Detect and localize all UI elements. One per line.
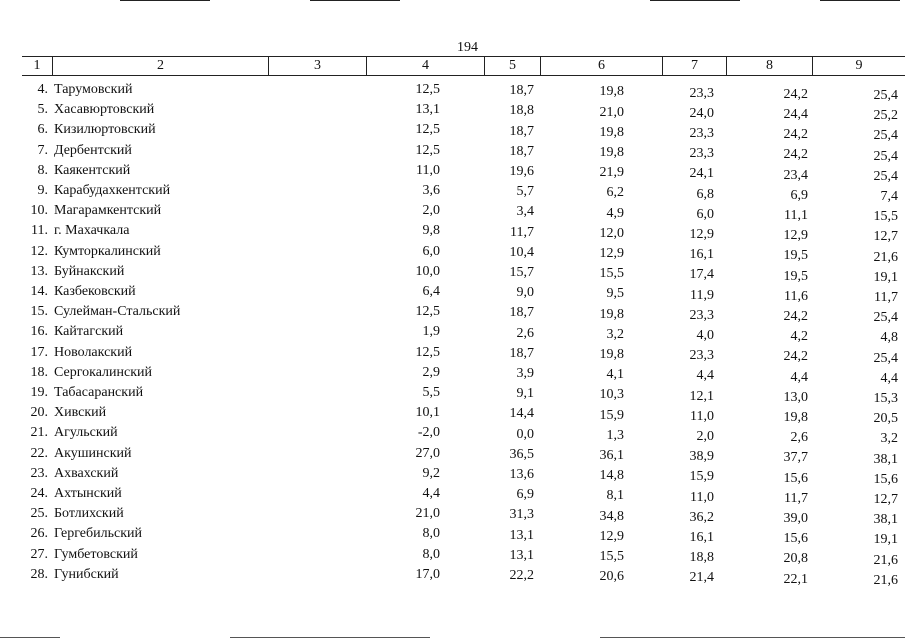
value-cell: 12,5: [415, 344, 440, 360]
value-cell: -2,0: [417, 425, 440, 441]
value-cell: 24,0: [689, 105, 714, 121]
value-cell: 9,8: [422, 223, 440, 239]
value-cell: 11,0: [690, 489, 714, 505]
value-cell: 3,9: [516, 365, 534, 381]
table-row: [22, 262, 905, 285]
table-row: [22, 302, 905, 326]
row-number: 23.: [30, 465, 48, 481]
value-cell: 23,4: [783, 167, 808, 183]
district-name: Ахвахский: [54, 465, 119, 481]
table-row: [22, 141, 905, 164]
district-name: Буйнакский: [54, 263, 125, 279]
header-cell: 2: [52, 57, 268, 75]
value-cell: 13,1: [509, 547, 534, 563]
value-cell: 7,4: [880, 189, 898, 204]
value-cell: 18,8: [689, 550, 714, 566]
value-cell: 10,1: [415, 405, 440, 421]
table-row: [22, 322, 905, 346]
value-cell: 38,1: [873, 512, 898, 528]
value-cell: 21,0: [415, 506, 440, 522]
value-cell: 4,4: [880, 370, 898, 386]
value-cell: 6,9: [790, 187, 808, 203]
value-cell: 25,4: [873, 128, 898, 144]
value-cell: 22,2: [509, 567, 534, 583]
value-cell: 12,5: [415, 142, 440, 158]
value-cell: 19,1: [873, 269, 898, 285]
value-cell: 24,2: [783, 86, 808, 102]
value-cell: 23,3: [689, 125, 714, 141]
value-cell: 15,9: [599, 407, 624, 423]
value-cell: 9,1: [516, 386, 534, 402]
row-number: 10.: [30, 203, 48, 219]
value-cell: 10,4: [509, 244, 534, 260]
row-number: 26.: [30, 526, 48, 542]
row-number: 17.: [30, 344, 48, 360]
district-name: Агульский: [54, 425, 118, 441]
header-cell: 5: [484, 57, 540, 75]
value-cell: 36,2: [689, 509, 714, 525]
table-row: [22, 423, 905, 447]
value-cell: 10,0: [415, 263, 440, 279]
row-number: 24.: [30, 486, 48, 501]
value-cell: 13,0: [783, 389, 808, 405]
value-cell: 16,1: [689, 247, 714, 263]
value-cell: 11,0: [416, 162, 440, 178]
value-cell: 12,1: [689, 388, 714, 404]
row-number: 19.: [30, 385, 48, 400]
value-cell: 4,4: [790, 369, 808, 385]
value-cell: 5,5: [422, 385, 440, 400]
value-cell: 15,6: [783, 470, 808, 486]
value-cell: 25,4: [873, 148, 898, 164]
value-cell: 13,1: [415, 102, 440, 118]
value-cell: 13,6: [509, 466, 534, 482]
value-cell: 2,6: [790, 430, 808, 446]
value-cell: 18,8: [509, 103, 534, 119]
value-cell: 15,7: [509, 264, 534, 280]
value-cell: 19,8: [599, 346, 624, 362]
value-cell: 11,9: [690, 287, 714, 303]
value-cell: 21,0: [599, 104, 624, 120]
row-number: 4.: [37, 82, 48, 97]
top-rule: [820, 0, 900, 1]
row-number: 14.: [30, 284, 48, 299]
district-name: Кайтагский: [54, 324, 124, 340]
value-cell: 4,4: [422, 486, 440, 501]
table-row: [22, 403, 905, 427]
value-cell: 20,6: [599, 569, 624, 585]
value-cell: 19,6: [509, 163, 534, 179]
value-cell: 23,3: [689, 348, 714, 364]
value-cell: 11,7: [510, 224, 534, 240]
value-cell: 19,5: [783, 268, 808, 284]
row-number: 18.: [30, 364, 48, 380]
value-cell: 12,5: [415, 304, 440, 320]
value-cell: 6,4: [422, 284, 440, 299]
value-cell: 11,7: [874, 290, 898, 305]
table-row: [22, 383, 905, 406]
value-cell: 19,8: [599, 144, 624, 160]
value-cell: 12,9: [783, 228, 808, 244]
value-cell: 2,0: [696, 428, 714, 444]
row-number: 25.: [30, 506, 48, 522]
row-number: 13.: [30, 263, 48, 279]
row-number: 27.: [30, 546, 48, 562]
value-cell: 4,8: [880, 330, 898, 346]
table-row: [22, 545, 905, 568]
row-number: 8.: [37, 162, 48, 178]
value-cell: 21,4: [689, 570, 714, 586]
value-cell: 12,9: [599, 245, 624, 261]
header-cell: 1: [33, 58, 41, 73]
value-cell: 10,3: [599, 387, 624, 403]
value-cell: 22,1: [783, 571, 808, 587]
row-number: 20.: [30, 405, 48, 421]
row-number: 11.: [31, 223, 48, 239]
value-cell: 3,2: [880, 431, 898, 447]
value-cell: 34,8: [599, 508, 624, 524]
value-cell: 11,6: [784, 288, 808, 304]
table-row: [22, 221, 905, 245]
header-cell: 4: [366, 57, 484, 75]
row-number: 15.: [30, 304, 48, 320]
value-cell: 23,3: [689, 146, 714, 162]
value-cell: 18,7: [509, 83, 534, 99]
value-cell: 19,1: [873, 532, 898, 548]
value-cell: 20,5: [873, 411, 898, 427]
value-cell: 12,9: [689, 226, 714, 242]
table-row: [22, 120, 905, 144]
district-name: Хасавюртовский: [54, 102, 155, 118]
value-cell: 1,9: [422, 324, 440, 340]
value-cell: 12,0: [599, 225, 624, 241]
value-cell: 25,4: [873, 310, 898, 326]
value-cell: 6,9: [516, 487, 534, 503]
district-name: Тарумовский: [54, 82, 133, 97]
value-cell: 39,0: [783, 510, 808, 526]
value-cell: 3,6: [422, 183, 440, 198]
value-cell: 3,4: [516, 204, 534, 220]
table-row: [22, 282, 905, 305]
row-number: 16.: [30, 324, 48, 340]
value-cell: 18,7: [509, 305, 534, 321]
top-rule: [650, 0, 740, 1]
value-cell: 19,5: [783, 248, 808, 264]
district-name: Гумбетовский: [54, 546, 138, 562]
header-cell: 7: [662, 57, 726, 75]
value-cell: 24,4: [783, 106, 808, 122]
value-cell: 15,9: [689, 469, 714, 485]
value-cell: 11,7: [784, 490, 808, 506]
value-cell: 15,3: [873, 391, 898, 406]
value-cell: 1,3: [606, 427, 624, 443]
table-row: [22, 80, 905, 103]
value-cell: 11,1: [784, 207, 808, 223]
bottom-rule: [0, 637, 60, 638]
value-cell: 19,8: [599, 124, 624, 140]
value-cell: 4,1: [606, 367, 624, 383]
district-name: Сулейман-Стальский: [54, 304, 181, 320]
value-cell: 15,6: [783, 531, 808, 547]
value-cell: 8,1: [606, 488, 624, 504]
row-number: 5.: [37, 102, 48, 118]
value-cell: 12,5: [415, 122, 440, 138]
value-cell: 19,8: [783, 409, 808, 425]
value-cell: 6,2: [606, 185, 624, 201]
table-row: [22, 242, 905, 265]
value-cell: 24,2: [783, 308, 808, 324]
value-cell: 12,5: [415, 82, 440, 97]
value-cell: 21,6: [873, 249, 898, 265]
value-cell: 6,0: [422, 243, 440, 259]
value-cell: 9,2: [422, 465, 440, 481]
value-cell: 12,7: [873, 229, 898, 245]
district-name: Кизилюртовский: [54, 122, 156, 138]
district-name: Сергокалинский: [54, 364, 153, 380]
value-cell: 12,9: [599, 528, 624, 544]
value-cell: 24,2: [783, 147, 808, 163]
district-name: Магарамкентский: [54, 203, 162, 219]
district-name: Казбековский: [54, 284, 136, 299]
value-cell: 38,1: [873, 451, 898, 467]
value-cell: 20,8: [783, 551, 808, 567]
header-cell: 6: [540, 57, 662, 75]
value-cell: 4,0: [696, 327, 714, 343]
row-number: 6.: [37, 122, 48, 138]
value-cell: 13,1: [509, 527, 534, 543]
district-name: Гунибский: [54, 566, 119, 582]
value-cell: 37,7: [783, 450, 808, 466]
value-cell: 4,9: [606, 205, 624, 221]
value-cell: 36,1: [599, 447, 624, 463]
value-cell: 0,0: [516, 426, 534, 442]
row-number: 7.: [37, 142, 48, 158]
district-name: Новолакский: [54, 344, 133, 360]
district-name: Карабудахкентский: [54, 183, 171, 198]
district-name: Гергебильский: [54, 526, 142, 542]
row-number: 22.: [30, 445, 48, 461]
value-cell: 38,9: [689, 449, 714, 465]
value-cell: 25,4: [873, 88, 898, 103]
header-cell: 3: [268, 57, 366, 75]
table-row: [22, 464, 905, 487]
value-cell: 24,1: [689, 166, 714, 182]
value-cell: 8,0: [422, 546, 440, 562]
district-name: Хивский: [54, 405, 107, 421]
table-row: [22, 343, 905, 366]
value-cell: 14,4: [509, 406, 534, 422]
district-name: Каякентский: [54, 162, 131, 178]
bottom-rule: [600, 637, 905, 638]
value-cell: 16,1: [689, 529, 714, 545]
district-name: Табасаранский: [54, 385, 144, 400]
value-cell: 17,4: [689, 267, 714, 283]
bottom-rule: [230, 637, 430, 638]
row-number: 9.: [37, 183, 48, 198]
value-cell: 15,5: [873, 209, 898, 225]
value-cell: 15,5: [599, 548, 624, 564]
row-number: 28.: [30, 566, 48, 582]
row-number: 21.: [30, 425, 48, 441]
district-name: Акушинский: [54, 445, 132, 461]
value-cell: 19,8: [599, 84, 624, 100]
value-cell: 24,2: [783, 127, 808, 143]
value-cell: 6,0: [696, 206, 714, 222]
value-cell: 23,3: [689, 85, 714, 101]
table-row: [22, 444, 905, 467]
table-row: [22, 565, 905, 588]
value-cell: 9,5: [606, 286, 624, 302]
value-cell: 18,7: [509, 123, 534, 139]
value-cell: 36,5: [509, 446, 534, 462]
value-cell: 6,8: [696, 186, 714, 202]
value-cell: 17,0: [415, 566, 440, 582]
value-cell: 31,3: [509, 507, 534, 523]
value-cell: 25,4: [873, 168, 898, 184]
table-row: [22, 363, 905, 386]
header-cell: 9: [812, 57, 905, 75]
value-cell: 21,6: [873, 552, 898, 568]
table-row: [22, 161, 905, 184]
district-name: г. Махачкала: [54, 223, 130, 239]
page-number: 194: [457, 40, 478, 55]
value-cell: 15,5: [599, 266, 624, 282]
value-cell: 25,2: [873, 108, 898, 124]
value-cell: 27,0: [415, 445, 440, 461]
value-cell: 3,2: [606, 326, 624, 342]
value-cell: 25,4: [873, 350, 898, 366]
value-cell: 12,7: [873, 492, 898, 507]
value-cell: 4,2: [790, 329, 808, 345]
value-cell: 8,0: [422, 526, 440, 542]
table-row: [22, 484, 905, 507]
table-row: [22, 201, 905, 225]
value-cell: 21,6: [873, 572, 898, 588]
value-cell: 18,7: [509, 345, 534, 361]
table-row: [22, 524, 905, 548]
value-cell: 11,0: [690, 408, 714, 424]
table-row: [22, 504, 905, 528]
value-cell: 4,4: [696, 368, 714, 384]
district-name: Кумторкалинский: [54, 243, 161, 259]
value-cell: 2,6: [516, 325, 534, 341]
value-cell: 15,6: [873, 471, 898, 487]
value-cell: 2,0: [422, 203, 440, 219]
value-cell: 9,0: [516, 285, 534, 301]
value-cell: 21,9: [599, 165, 624, 181]
value-cell: 24,2: [783, 349, 808, 365]
district-name: Ботлихский: [54, 506, 124, 522]
district-name: Ахтынский: [54, 486, 122, 501]
top-rule: [120, 0, 210, 1]
row-number: 12.: [30, 243, 48, 259]
value-cell: 18,7: [509, 143, 534, 159]
value-cell: 23,3: [689, 307, 714, 323]
table-row: [22, 181, 905, 204]
value-cell: 14,8: [599, 468, 624, 484]
table-row: [22, 100, 905, 124]
value-cell: 19,8: [599, 306, 624, 322]
table-header: [22, 56, 905, 76]
value-cell: 5,7: [516, 184, 534, 200]
header-cell: 8: [726, 57, 812, 75]
value-cell: 2,9: [422, 364, 440, 380]
top-rule: [310, 0, 400, 1]
district-name: Дербентский: [54, 142, 132, 158]
